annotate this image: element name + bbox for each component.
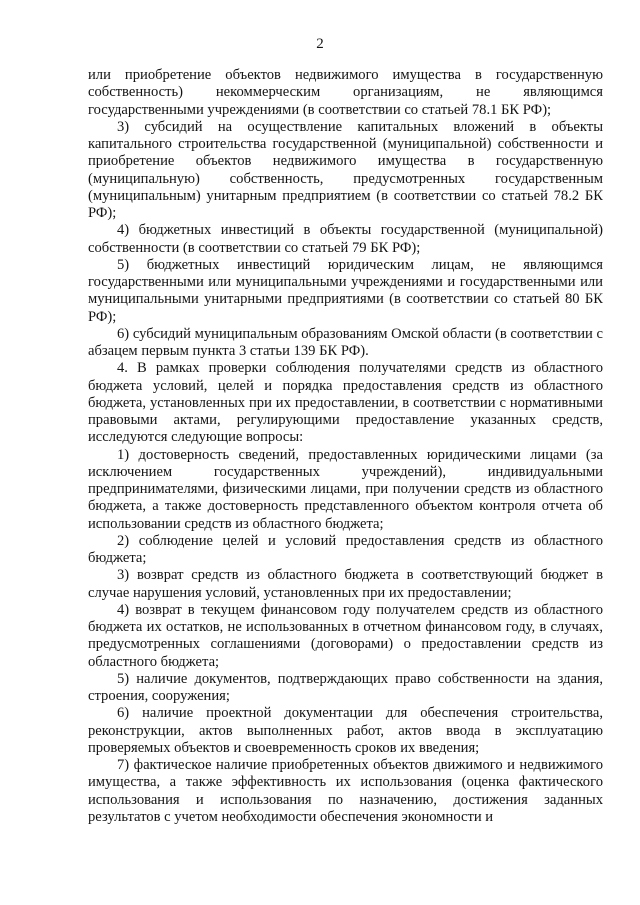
paragraph-question-6: 6) наличие проектной документации для обеспечения строительства, реконструкции, актов выполненных работ, актов ввода в эксплуатацию проверяемых объектов и своевременность сроков их введения;: [88, 705, 603, 756]
paragraph-question-7: 7) фактическое наличие приобретенных объектов движимого и недвижимого имущества, а также эффективность их использования (оценка фактического использования и использования по назначению, достижения заданных результатов с учетом необходимости обеспечения экономности и: [88, 757, 603, 825]
paragraph-question-5: 5) наличие документов, подтверждающих право собственности на здания, строения, сооружения;: [88, 670, 603, 704]
paragraph-item-5-legal-entities: 5) бюджетных инвестиций юридическим лицам, не являющимся государственными или муниципальными учреждениями и государственными или муниципальными унитарными предприятиями (в соответствии со статьей 80 БК РФ);: [88, 256, 603, 325]
paragraph-question-4: 4) возврат в текущем финансовом году получателем средств из областного бюджета их остатков, не использованных в отчетном финансовом году, в случаях, предусмотренных соглашениями (договорами) о предоставлении средств из областного бюджета;: [88, 601, 603, 670]
paragraph-item-3-subsidies: 3) субсидий на осуществление капитальных вложений в объекты капитального строительства государственной (муниципальной) собственности и приобретение объектов недвижимого имущества в государственную (муниципальную) собственность, предусмотренных государственным (муниципальным) унитарным предприятием (в соответствии со статьей 78.2 БК РФ);: [88, 118, 603, 221]
document-body: [88, 67, 603, 826]
paragraph-question-3: 3) возврат средств из областного бюджета в соответствующий бюджет в случае нарушения условий, установленных при их предоставлении;: [88, 567, 603, 601]
page-number: 2: [316, 36, 324, 52]
paragraph-question-1: 1) достоверность сведений, предоставленных юридическими лицами (за исключением государственных учреждений), индивидуальными предпринимателями, физическими лицами, при получении средств из областного бюджета, а также достоверность представленного объектом контроля отчета об использовании средств из областного бюджета;: [88, 446, 603, 532]
paragraph-section-4: 4. В рамках проверки соблюдения получателями средств из областного бюджета условий, целей и порядка предоставления средств из областного бюджета, установленных при их предоставлении, в соответствии с нормативными правовыми актами, регулирующими предоставление указанных средств, исследуются следующие вопросы:: [88, 360, 603, 446]
paragraph-item-6-municipal: 6) субсидий муниципальным образованиям Омской области (в соответствии с абзацем первым пункта 3 статьи 139 БК РФ).: [88, 325, 603, 359]
paragraph-item-4-investments: 4) бюджетных инвестиций в объекты государственной (муниципальной) собственности (в соответствии со статьей 79 БК РФ);: [88, 222, 603, 256]
paragraph-question-2: 2) соблюдение целей и условий предоставления средств из областного бюджета;: [88, 532, 603, 566]
paragraph-continuation: или приобретение объектов недвижимого имущества в государственную собственность) некоммерческим организациям, не являющимся государственными учреждениями (в соответствии со статьей 78.1 БК РФ);: [88, 67, 603, 118]
